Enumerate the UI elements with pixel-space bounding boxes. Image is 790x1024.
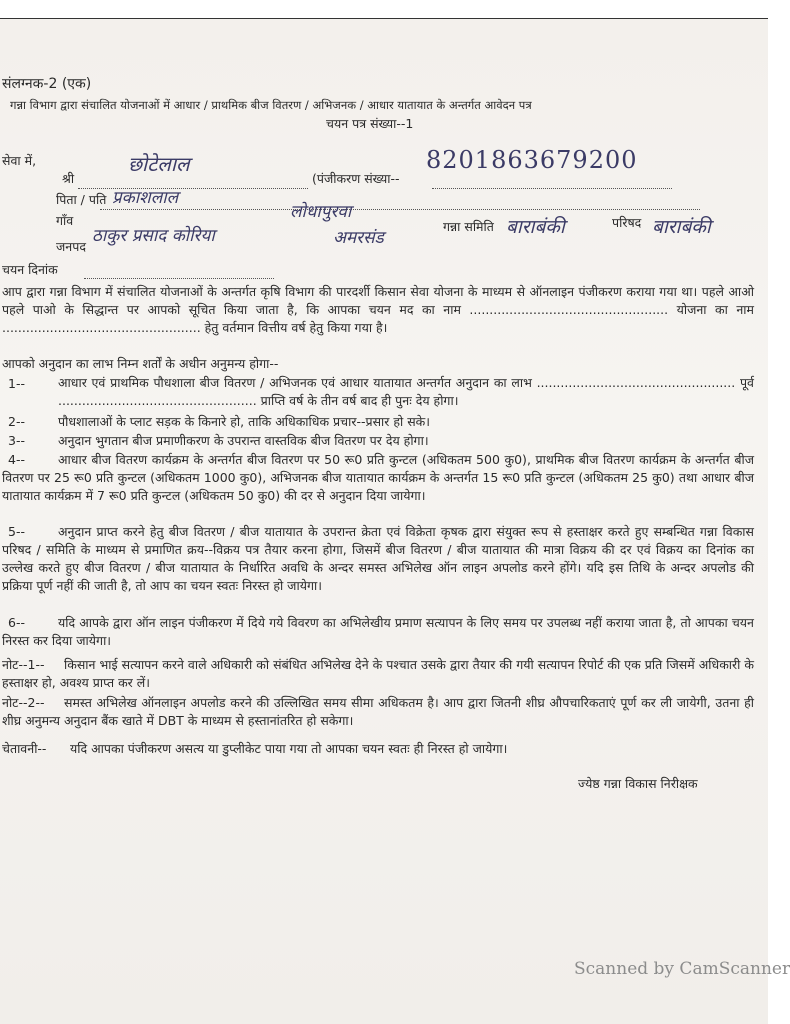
committee-label: गन्ना समिति	[443, 219, 494, 234]
selection-number: चयन पत्र संख्या--1	[326, 116, 414, 131]
block-value: अमरसंड	[333, 228, 384, 248]
note-2-text: समस्त अभिलेख ऑनलाइन अपलोड करने की उल्लिखित समय सीमा अधिकतम है। आप द्वारा जितनी शीघ्र औपचारिकताएं पूर्ण कर ली जायेगी, उतना ही शीघ्र अनुमन्य अनुदान बैंक खाते में DBT के माध्यम से हस्तानांतरित हो सकेगा।	[2, 695, 754, 728]
conditions-intro: आपको अनुदान का लाभ निम्न शर्तों के अधीन अनुमन्य होगा--	[2, 356, 279, 371]
condition-1-text: आधार एवं प्राथमिक पौधशाला बीज वितरण / अभिजनक एवं आधार यातायात अन्तर्गत अनुदान का लाभ .................................................. पूर्व .................................................. प्राप्ति वर्ष के तीन वर्ष बाद ही पुनः देय होगा।	[58, 375, 754, 408]
father-label: पिता / पति	[56, 192, 107, 207]
note-2-label: नोट--2--	[2, 695, 45, 710]
condition-4-text: आधार बीज वितरण कार्यक्रम के अन्तर्गत बीज वितरण पर 50 रू0 प्रति कुन्टल (अधिकतम 500 कु0), प्राथमिक बीज वितरण कार्यक्रम के अन्तर्गत बीज वितरण पर 25 रू0 प्रति कुन्टल (अधिकतम 1000 कु0), अभिजनक बीज यातायात कार्यक्रम के अन्तर्गत 15 रू0 प्रति कुन्टल (अधिकतम 25 कु0) तथा आधार बीज यातायात कार्यक्रम में 7 रू0 प्रति कुन्टल (अधिकतम 50 कु0) की दर से अनुदान दिया जायेगा।	[2, 452, 754, 503]
condition-5-text: अनुदान प्राप्त करने हेतु बीज वितरण / बीज यातायात के उपरान्त क्रेता एवं विक्रेता कृषक द्वारा संयुक्त रूप से हस्ताक्षर करते हुए सम्बन्धित गन्ना विकास परिषद / समिति के माध्यम से प्रमाणित क्रय--विक्रय पत्र तैयार करना होगा, जिसमें बीज वितरण / बीज यातायात की मात्रा विक्रय की दर एवं विक्रय का दिनांक का उल्लेख करते हुए बीज वितरण / बीज यातायात के निर्धारित अवधि के अन्दर समस्त अभिलेख ऑन लाइन अपलोड करने होंगे। यदि इस तिथि के अन्दर अपलोड की प्रक्रिया पूर्ण नहीं की जाती है, तो आप का चयन स्वतः निरस्त हो जायेगा।	[2, 524, 754, 593]
warning-label: चेतावनी--	[2, 741, 47, 756]
note-1-label: नोट--1--	[2, 657, 45, 672]
shri-value: छोटेलाल	[128, 152, 190, 176]
council-label: परिषद	[612, 215, 642, 230]
father-value: प्रकाशलाल	[112, 188, 179, 208]
registration-label: (पंजीकरण संख्या--	[312, 171, 400, 186]
committee-value: बाराबंकी	[506, 216, 565, 238]
condition-5-number: 5--	[8, 524, 25, 539]
condition-4-number: 4--	[8, 452, 25, 467]
addressee-label: सेवा में,	[2, 153, 37, 168]
district-label: जनपद	[56, 239, 86, 254]
document-subject: गन्ना विभाग द्वारा संचालित योजनाओं में आधार / प्राथमिक बीज वितरण / अभिजनक / आधार यातायात के अन्तर्गत आवेदन पत्र	[10, 98, 532, 112]
warning-text: यदि आपका पंजीकरण असत्य या डुप्लीकेट पाया गया तो आपका चयन स्वतः ही निरस्त हो जायेगा।	[70, 741, 508, 756]
condition-1-number: 1--	[8, 376, 25, 391]
condition-6-number: 6--	[8, 615, 25, 630]
condition-6-text: यदि आपके द्वारा ऑन लाइन पंजीकरण में दिये गये विवरण का अभिलेखीय प्रमाण सत्यापन के लिए समय पर उपलब्ध नहीं कराया जाता है, तो आपका चयन निरस्त कर दिया जायेगा।	[2, 615, 754, 648]
condition-2-number: 2--	[8, 414, 25, 429]
annex-label: संलग्नक-2 (एक)	[2, 76, 92, 92]
condition-3-number: 3--	[8, 433, 25, 448]
signature-designation: ज्येष्ठ गन्ना विकास निरीक्षक	[578, 776, 698, 791]
district-value: ठाकुर प्रसाद कोरिया	[92, 226, 215, 246]
registration-value: 8201863679200	[426, 146, 638, 174]
intro-paragraph: आप द्वारा गन्ना विभाग में संचालित योजनाओं के अन्तर्गत कृषि विभाग की पारदर्शी किसान सेवा योजना के माध्यम से ऑनलाइन पंजीकरण कराया गया था। पहले आओ पहले पाओ के सिद्धान्त पर आपको सूचित किया जाता है, कि आपका चयन मद का नाम .................................................. योजना का नाम .................................................. हेतु वर्तमान वित्तीय वर्ष हेतु किया गया है।	[2, 284, 754, 335]
window-top-bar	[0, 0, 768, 19]
village-label: गाँव	[56, 213, 74, 228]
council-value: बाराबंकी	[652, 216, 711, 238]
village-value: लोधापुरवा	[290, 202, 352, 222]
scanned-document-page	[0, 19, 790, 1024]
note-1-text: किसान भाई सत्यापन करने वाले अधिकारी को संबंधित अभिलेख देने के पश्चात उसके द्वारा तैयार की गयी सत्यापन रिपोर्ट की एक प्रति जिसमें अधिकारी के हस्ताक्षर हो, अवश्य प्राप्त कर लें।	[2, 657, 754, 690]
condition-2-text: पौधशालाओं के प्लाट सड़क के किनारे हो, ताकि अधिकाधिक प्रचार--प्रसार हो सके।	[58, 414, 430, 429]
selection-date-label: चयन दिनांक	[2, 262, 58, 277]
scanner-watermark: Scanned by CamScanner	[574, 959, 790, 979]
shri-label: श्री	[62, 171, 75, 186]
condition-3-text: अनुदान भुगतान बीज प्रमाणीकरण के उपरान्त वास्तविक बीज वितरण पर देय होगा।	[58, 433, 429, 448]
